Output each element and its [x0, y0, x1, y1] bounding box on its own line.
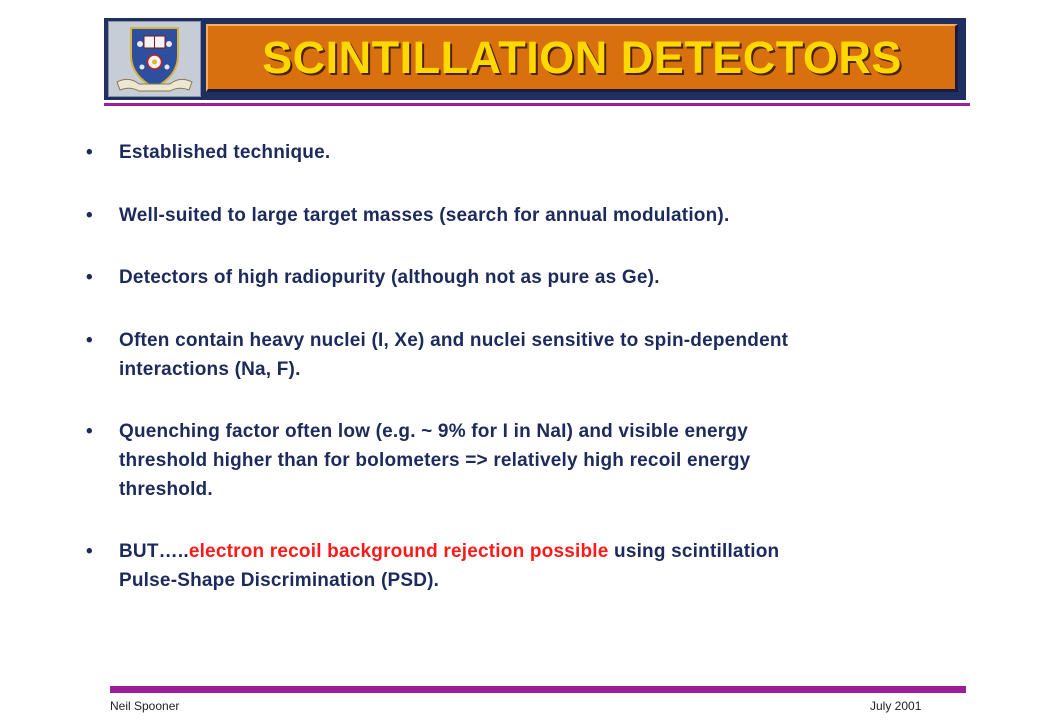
bullet-suffix: using scintillation	[608, 541, 780, 562]
bullet-text-line: Often contain heavy nuclei (I, Xe) and nuclei sensitive to spin-dependent	[119, 330, 789, 351]
bullet-icon: •	[86, 142, 93, 163]
list-item	[86, 537, 966, 595]
list-item	[86, 326, 966, 384]
bullet-text-line: threshold.	[119, 479, 213, 500]
bullet-text: Established technique.	[119, 142, 331, 163]
bullet-prefix: BUT…..	[119, 541, 189, 562]
list-item	[86, 263, 966, 292]
bullet-icon: •	[86, 267, 93, 288]
bullet-list	[86, 138, 966, 595]
list-item	[86, 201, 966, 230]
bullet-text-line: threshold higher than for bolometers => relatively high recoil energy	[119, 450, 751, 471]
header-divider	[104, 103, 970, 106]
bullet-icon: •	[86, 205, 93, 226]
bullet-icon: •	[86, 421, 93, 442]
footer-author: Neil Spooner	[110, 699, 180, 713]
bullet-text-line: Pulse-Shape Discrimination (PSD).	[119, 570, 440, 591]
bullet-text: Detectors of high radiopurity (although not as pure as Ge).	[119, 267, 660, 288]
bullet-icon: •	[86, 541, 93, 562]
slide-title: SCINTILLATION DETECTORS	[262, 32, 902, 83]
list-item	[86, 417, 966, 504]
bullet-icon: •	[86, 330, 93, 351]
bullet-text-line: interactions (Na, F).	[119, 359, 301, 380]
list-item	[86, 138, 966, 167]
highlighted-text: electron recoil background rejection possible	[188, 541, 609, 562]
footer-date: July 2001	[870, 699, 922, 713]
bullet-text-line: Quenching factor often low (e.g. ~ 9% for I in NaI) and visible energy	[119, 421, 748, 442]
bullet-text: Well-suited to large target masses (search for annual modulation).	[119, 205, 730, 226]
university-crest-icon	[108, 21, 201, 97]
footer-divider	[110, 686, 966, 693]
